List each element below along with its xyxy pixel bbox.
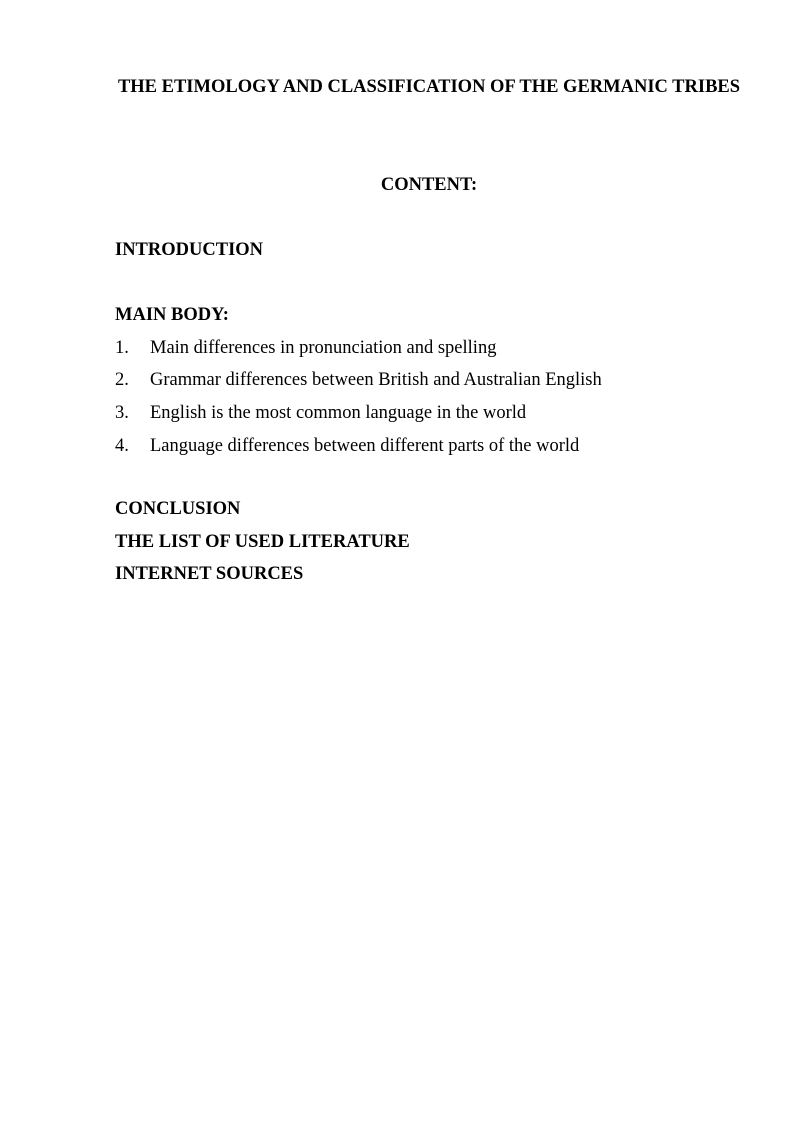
document-title: THE ETIMOLOGY AND CLASSIFICATION OF THE GERMANIC TRIBES — [117, 77, 741, 97]
main-body-heading: MAIN BODY: — [115, 305, 229, 325]
content-heading: CONTENT: — [380, 175, 478, 195]
toc-literature: THE LIST OF USED LITERATURE — [115, 531, 410, 552]
list-item-number: 4. — [115, 435, 129, 456]
list-item — [115, 364, 743, 397]
list-item-text: Main differences in pronunciation and spelling — [150, 337, 497, 358]
list-item — [115, 430, 743, 463]
toc-introduction: INTRODUCTION — [115, 240, 264, 260]
list-item-text: English is the most common language in the world — [150, 403, 527, 424]
list-item — [115, 332, 743, 365]
list-item-text: Language differences between different parts of the world — [150, 435, 580, 456]
list-item-number: 2. — [115, 370, 129, 391]
toc-conclusion: CONCLUSION — [115, 499, 241, 519]
toc-end-section — [115, 493, 743, 591]
toc-internet-sources: INTERNET SOURCES — [115, 564, 304, 585]
list-item-number: 1. — [115, 337, 129, 358]
main-body-section — [115, 299, 743, 463]
list-item — [115, 397, 743, 430]
list-item-number: 3. — [115, 403, 129, 424]
list-item-text: Grammar differences between British and Australian English — [150, 370, 602, 391]
main-body-list — [115, 332, 743, 463]
